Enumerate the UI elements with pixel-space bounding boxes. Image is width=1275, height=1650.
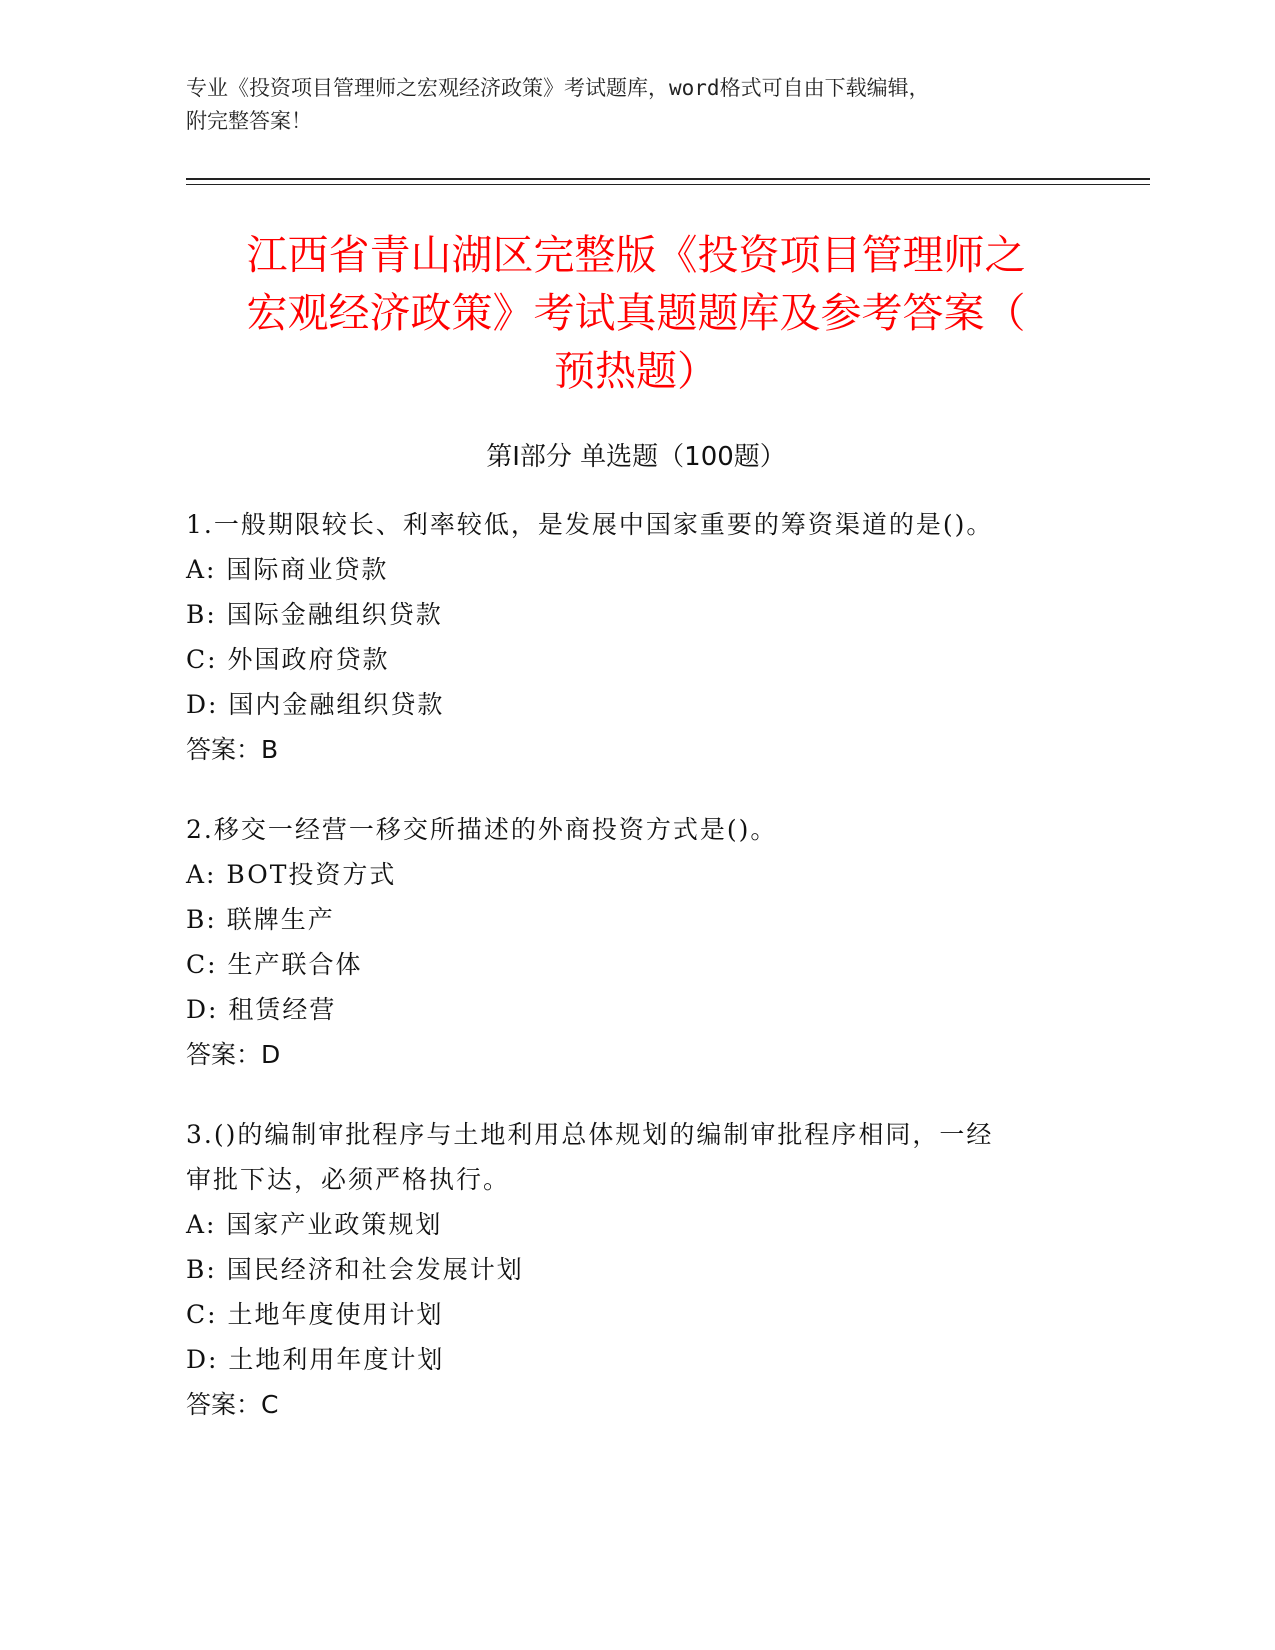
intro-text: [186, 72, 1086, 138]
intro-line-2: 附完整答案！: [186, 109, 312, 133]
question-stem: 1.一般期限较长、利率较低，是发展中国家重要的筹资渠道的是()。: [186, 510, 994, 539]
question-stem-line-1: 3.()的编制审批程序与土地利用总体规划的编制审批程序相同，一经: [186, 1120, 994, 1149]
question-3: [186, 1112, 1086, 1427]
title-line-1: 江西省青山湖区完整版《投资项目管理师之: [246, 231, 1026, 279]
title-line-2: 宏观经济政策》考试真题题库及参考答案（: [246, 289, 1026, 337]
answer-label: 答案：D: [186, 1040, 281, 1069]
option-d: D: 租赁经营: [186, 995, 337, 1024]
option-c: C: 外国政府贷款: [186, 645, 390, 674]
header-divider-thin: [186, 184, 1150, 185]
question-stem: 2.移交一经营一移交所描述的外商投资方式是()。: [186, 815, 778, 844]
option-c: C: 土地年度使用计划: [186, 1300, 444, 1329]
answer-label: 答案：C: [186, 1390, 279, 1419]
header-divider-thick: [186, 178, 1150, 180]
option-a: A: 国家产业政策规划: [186, 1210, 443, 1239]
option-c: C: 生产联合体: [186, 950, 363, 979]
option-b: B: 国际金融组织贷款: [186, 600, 443, 629]
option-d: D: 国内金融组织贷款: [186, 690, 445, 719]
option-a: A: 国际商业贷款: [186, 555, 389, 584]
title-line-3: 预热题）: [554, 347, 718, 395]
document-title: [186, 226, 1086, 400]
answer-label: 答案：B: [186, 735, 279, 764]
question-2: [186, 807, 1086, 1077]
option-a: A: BOT投资方式: [186, 860, 397, 889]
option-d: D: 土地利用年度计划: [186, 1345, 445, 1374]
section-heading: 第Ⅰ部分 单选题（100题）: [486, 442, 786, 472]
question-stem-line-2: 审批下达，必须严格执行。: [186, 1165, 511, 1194]
question-1: [186, 502, 1086, 772]
option-b: B: 国民经济和社会发展计划: [186, 1255, 524, 1284]
option-b: B: 联牌生产: [186, 905, 335, 934]
intro-line-1: 专业《投资项目管理师之宏观经济政策》考试题库，word格式可自由下载编辑，: [186, 76, 930, 100]
